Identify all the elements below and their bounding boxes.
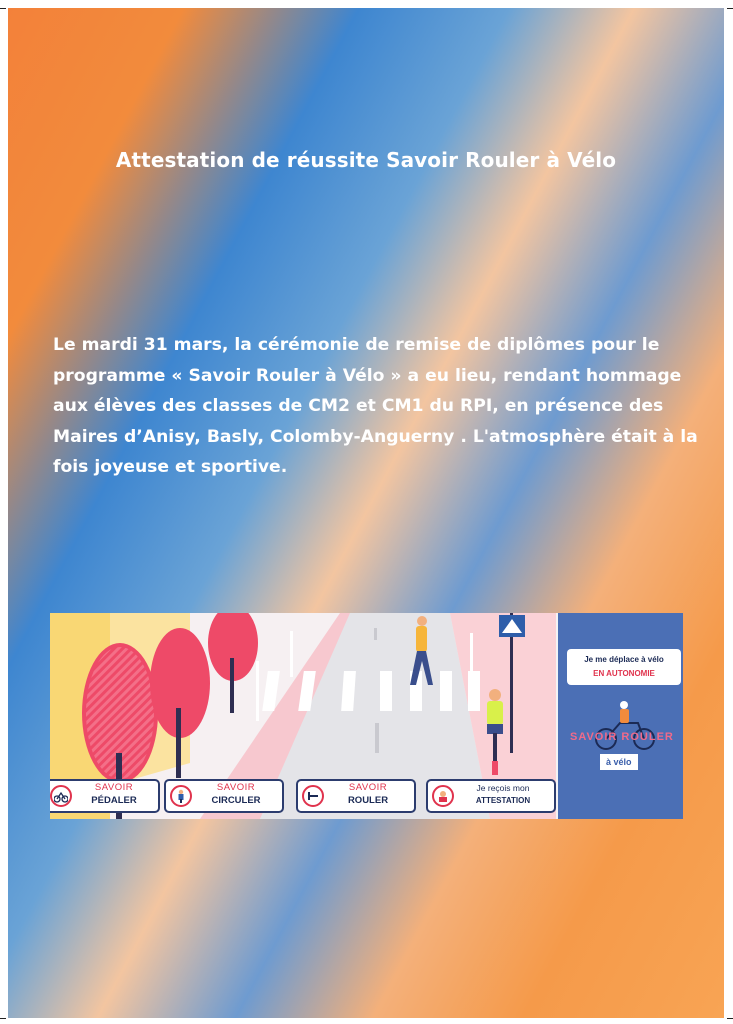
step-savoir-rouler: [296, 779, 416, 813]
step-line-2: PÉDALER: [91, 795, 137, 806]
cyclist-logo-icon: [558, 693, 683, 753]
autonomy-panel: [558, 613, 683, 819]
step-line-1: SAVOIR: [348, 782, 388, 793]
bike-icon: [50, 785, 72, 807]
crop-mark-top-left: [0, 8, 6, 9]
flyer-page: [8, 8, 724, 1018]
crop-mark-top-right: [727, 8, 733, 9]
step-line-1: SAVOIR: [94, 782, 134, 793]
savoir-rouler-banner: [50, 613, 683, 819]
logo-subtitle: à vélo: [600, 754, 638, 770]
speech-bubble: [567, 649, 681, 685]
step-savoir-circuler: [164, 779, 284, 813]
step-line-2: ATTESTATION: [475, 796, 531, 805]
step-savoir-pedaler: [50, 779, 160, 813]
step-line-2: ROULER: [347, 795, 389, 806]
logo-text: SAVOIR ROULER: [570, 731, 674, 743]
road-sign-icon: [302, 785, 324, 807]
certificate-icon: [432, 785, 454, 807]
speech-line-2: EN AUTONOMIE: [593, 669, 655, 678]
step-line-1: SAVOIR: [216, 782, 256, 793]
crop-mark-bottom-right: [727, 1018, 733, 1019]
step-line-1: Je reçois mon: [476, 783, 530, 793]
page-title: Attestation de réussite Savoir Rouler à Vélo: [115, 148, 617, 172]
body-paragraph: Le mardi 31 mars, la cérémonie de remise de diplômes pour le programme « Savoir Rouler à Vélo » a eu lieu, rendant hommage aux élèves des classes de CM2 et CM1 du RPI, en présence des Maires d’Anisy, Basly, Colomby-Anguerny . L'atmosphère était à la fois joyeuse et sportive.: [53, 335, 698, 477]
step-attestation: [426, 779, 556, 813]
child-cyclist-icon: [170, 785, 192, 807]
crop-mark-bottom-left: [0, 1018, 6, 1019]
step-line-2: CIRCULER: [211, 795, 261, 806]
speech-line-1: Je me déplace à vélo: [584, 655, 664, 664]
